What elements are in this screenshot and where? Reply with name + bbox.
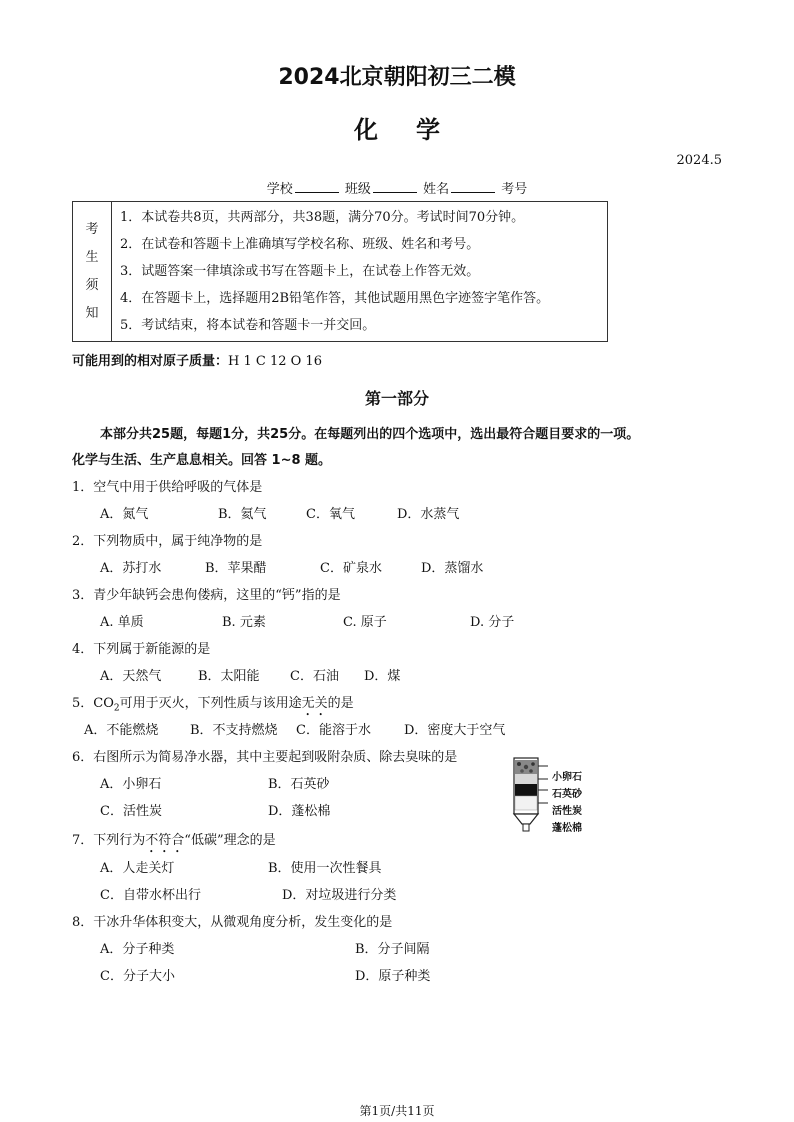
page-footer: 第1页/共11页 xyxy=(359,1104,435,1118)
stem-part: 5．CO xyxy=(72,696,114,711)
stem-part: 7．下列行为 xyxy=(72,833,146,848)
atomic-mass-values: H 1 C 12 O 16 xyxy=(228,354,322,369)
sand-layer xyxy=(515,774,537,784)
question-stem xyxy=(72,692,354,719)
option[interactable]: D．密度大于空气 xyxy=(404,723,506,738)
option[interactable]: A．天然气 xyxy=(100,669,162,684)
subscript: 2 xyxy=(113,703,120,714)
option[interactable]: C．分子大小 xyxy=(100,969,175,984)
option[interactable]: C．能溶于水 xyxy=(296,723,371,738)
notice-side-char: 生 xyxy=(85,249,99,265)
school-label: 学校 xyxy=(266,182,293,197)
figure-label: 小卵石 xyxy=(552,772,582,783)
part-instruction: 本部分共25题，每题1分，共25分。在每题列出的四个选项中，选出最符合题目要求的一项。 xyxy=(100,427,640,442)
figure-label: 活性炭 xyxy=(552,806,582,817)
question-stem: 1．空气中用于供给呼吸的气体是 xyxy=(72,480,263,495)
question-stem: 6．右图所示为简易净水器，其中主要起到吸附杂质、除去臭味的是 xyxy=(72,750,458,765)
student-info-line xyxy=(0,178,794,197)
cotton-layer xyxy=(515,796,537,810)
notice-side-label xyxy=(73,202,112,342)
notice-item: 1．本试卷共8页，共两部分，共38题，满分70分。考试时间70分钟。 xyxy=(120,210,525,225)
option[interactable]: C．活性炭 xyxy=(100,804,162,819)
option[interactable]: A．氮气 xyxy=(100,507,149,522)
stem-part: “低碳”理念的是 xyxy=(184,833,276,848)
question-stem: 4．下列属于新能源的是 xyxy=(72,642,211,657)
subject-title: 化学 xyxy=(354,116,478,144)
question-stem: 8．干冰升华体积变大，从微观角度分析，发生变化的是 xyxy=(72,915,393,930)
option[interactable]: D. 分子 xyxy=(470,615,515,630)
notice-item: 4．在答题卡上，选择题用2B铅笔作答，其他试题用黑色字迹签字笔作答。 xyxy=(120,291,550,306)
option[interactable]: B. 元素 xyxy=(222,615,266,630)
option[interactable]: C．氧气 xyxy=(306,507,355,522)
stem-part: 可用于灭火，下列性质与该用途 xyxy=(119,696,302,711)
option[interactable]: C．自带水杯出行 xyxy=(100,888,201,903)
option[interactable]: C．矿泉水 xyxy=(320,561,382,576)
notice-side-char: 考 xyxy=(85,221,99,237)
option[interactable]: A．小卵石 xyxy=(100,777,162,792)
figure-label: 蓬松棉 xyxy=(552,823,582,834)
emphasis-text: 不符合 xyxy=(145,833,185,848)
option[interactable]: B．分子间隔 xyxy=(355,942,430,957)
notice-side-char: 知 xyxy=(85,305,99,321)
exam-no-label: 考号 xyxy=(501,182,528,197)
exam-date: 2024.5 xyxy=(676,153,722,168)
option[interactable]: C．石油 xyxy=(290,669,339,684)
carbon-layer xyxy=(515,784,537,796)
option[interactable]: D．蓬松棉 xyxy=(268,804,331,819)
option[interactable]: A．人走关灯 xyxy=(100,861,175,876)
notice-side-char: 须 xyxy=(85,277,99,293)
option[interactable]: A. 单质 xyxy=(100,615,144,630)
name-label: 姓名 xyxy=(423,182,450,197)
question-stem: 2．下列物质中，属于纯净物的是 xyxy=(72,534,263,549)
notice-box xyxy=(72,201,608,342)
question-context: 化学与生活、生产息息相关。回答 1~8 题。 xyxy=(72,453,332,468)
option[interactable]: B．太阳能 xyxy=(198,669,260,684)
option[interactable]: D．水蒸气 xyxy=(397,507,460,522)
notice-items xyxy=(112,202,608,342)
option[interactable]: D．原子种类 xyxy=(355,969,431,984)
option[interactable]: B．不支持燃烧 xyxy=(190,723,278,738)
option[interactable]: A．分子种类 xyxy=(100,942,175,957)
option[interactable]: C. 原子 xyxy=(343,615,387,630)
atomic-mass-line xyxy=(72,350,322,369)
option[interactable]: A．不能燃烧 xyxy=(84,723,159,738)
figure-label: 石英砂 xyxy=(552,789,582,800)
option[interactable]: D．对垃圾进行分类 xyxy=(282,888,397,903)
notice-item: 5．考试结束，将本试卷和答题卡一并交回。 xyxy=(120,318,376,333)
school-blank[interactable] xyxy=(295,180,339,193)
part-title: 第一部分 xyxy=(364,389,429,408)
emphasis-text: 无关 xyxy=(301,696,328,711)
question-stem xyxy=(72,829,276,856)
option[interactable]: B．使用一次性餐具 xyxy=(268,861,382,876)
option[interactable]: A．苏打水 xyxy=(100,561,162,576)
class-label: 班级 xyxy=(344,182,371,197)
atomic-mass-label: 可能用到的相对原子质量： xyxy=(72,354,229,369)
option[interactable]: D．蒸馏水 xyxy=(421,561,484,576)
option[interactable]: B．石英砂 xyxy=(268,777,330,792)
option[interactable]: B．苹果醋 xyxy=(205,561,267,576)
notice-item: 2．在试卷和答题卡上准确填写学校名称、班级、姓名和考号。 xyxy=(120,237,480,252)
option[interactable]: B．氦气 xyxy=(218,507,267,522)
option[interactable]: D．煤 xyxy=(364,669,401,684)
class-blank[interactable] xyxy=(373,180,417,193)
question-stem: 3．青少年缺钙会患佝偻病，这里的“钙”指的是 xyxy=(72,588,341,603)
exam-title: 2024北京朝阳初三二模 xyxy=(278,65,516,90)
name-blank[interactable] xyxy=(451,180,495,193)
notice-item: 3．试题答案一律填涂或书写在答题卡上，在试卷上作答无效。 xyxy=(120,264,480,279)
stem-part: 的是 xyxy=(327,696,354,711)
